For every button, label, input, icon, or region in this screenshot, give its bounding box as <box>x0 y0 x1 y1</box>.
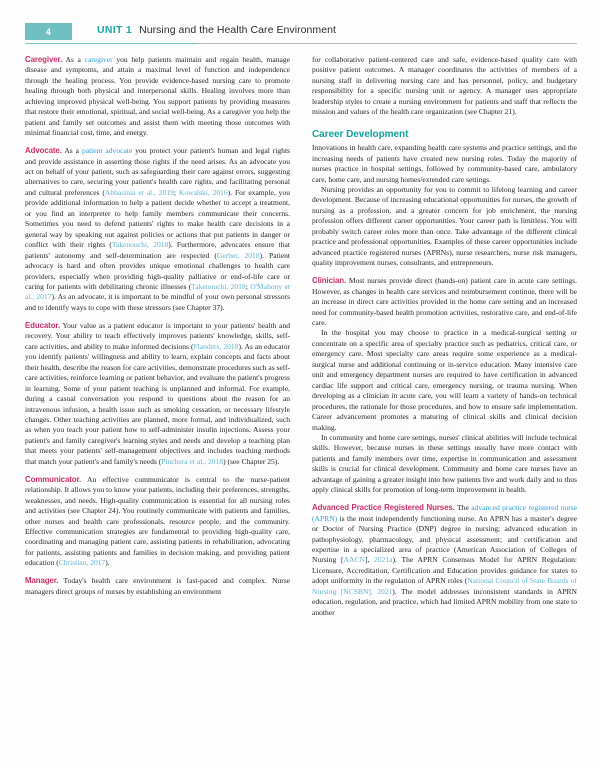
body-text: ). Furthermore, advocates ensure that patients' autonomy and self-determination are respected ( <box>25 240 290 260</box>
paragraph-manager-continued <box>312 55 577 118</box>
column-left <box>25 55 290 755</box>
running-head-text <box>97 24 336 36</box>
body-text: Innovations in health care, expanding health care systems and practice settings, and the increasing needs of patients have created new nursing roles. Today the majority of nurses practice in hospital settings, followed by community-based care, ambulatory care, home care, and nursing homes/extended care settings. <box>312 143 577 184</box>
inline-citation-link[interactable]: Christian, 2017 <box>58 558 106 568</box>
body-text: you help patients maintain and regain health, manage disease and symptoms, and attain a maximal level of function and independence through the healing process. You provide evidence-based nursing care to promote healing through both physical and interpersonal skills. Healing involves more than achieving improved physical well-being. You support patients by providing measures that restore their emotional, spiritual, and social well-being. As a caregiver you help the patient and family set outcomes and assist them with meeting those outcomes with minimal financial cost, time, and energy. <box>25 55 290 138</box>
inline-citation-link[interactable]: Takenouchi, 2018 <box>191 282 246 292</box>
body-text: In the hospital you may choose to practice in a medical-surgical setting or concentrate on a specific area of specialty practice such as pediatrics, critical care, or emergency care. Most specialty care areas require some experience as a medical-surgical nurse and additional continuing or in-service education. Many intensive care unit and emergency department nurses are required to have certification in advanced cardiac life support and critical care, emergency nursing, or trauma nursing. When developing as a clinician in acute care, you will learn a variety of hands-on technical procedures, the rationale for those procedures, and how to ensure safe implementation. Career advancement promotes a maturing of clinical skills and clinical decision making. <box>312 328 577 432</box>
run-in-heading: Communicator. <box>25 474 82 484</box>
body-text: The <box>454 503 472 513</box>
inline-citation-link[interactable]: 2021a <box>374 555 393 565</box>
run-in-heading: Clinician. <box>312 276 347 286</box>
body-text: Today's health care environment is fast-paced and complex. Nurse managers direct groups of nurses by establishing an environment <box>25 576 290 596</box>
paragraph-advocate <box>25 146 290 313</box>
inline-citation-link[interactable]: Takenouchi, 2018 <box>111 240 169 250</box>
run-in-heading: Manager. <box>25 576 59 586</box>
paragraph-career-lifelong <box>312 185 577 269</box>
inline-citation-link[interactable]: Gerber, 2018 <box>216 250 260 260</box>
body-text: ). <box>105 558 110 568</box>
body-text: Your value as a patient educator is important to your patients' health and recovery. Your ability to teach effectively improves patients' knowledge, skills, self-care activities, and ability to make informed decisions ( <box>25 320 290 351</box>
inline-glossary-link[interactable]: patient advocate <box>81 146 133 156</box>
inline-citation-link[interactable]: National Council of State Boards of Nursing [NCSBN], 2021 <box>312 576 577 596</box>
inline-glossary-link[interactable]: caregiver <box>84 55 113 64</box>
paragraph-communicator <box>25 475 290 569</box>
body-text: ). The APRN Consensus Model for APRN Regulation: Licensure, Accreditation, Certification and Education provides guidance for states to adopt uniformity in the regulation of APRN roles ( <box>312 555 578 586</box>
body-columns <box>25 55 577 755</box>
section-heading-career-development: Career Development <box>312 128 409 140</box>
body-text: In community and home care settings, nurses' clinical abilities will include technical skills. However, because nurses in these settings usually have more contact with patients and family members over time, expertise in communication and assessment skills is crucial for clinical development. Community and home care nurses have an advantage of gaining a greater insight into how patients live and work daily and to thus apply clinical skills for promotion of long-term improvement in health. <box>312 432 577 495</box>
column-right <box>312 55 577 755</box>
body-text: Nursing provides an opportunity for you to commit to lifelong learning and career development. Because of increasing educational opportunities for nurses, the growth of nursing as a profession, and a greater concern for job enrichment, the nursing profession offers different career opportunities. Your career path is limitless. You will probably switch career roles more than once. Take advantage of the different clinical practice and professional opportunities. Examples of these career opportunities include advanced practice registered nurses (APRNs), nurse researchers, nurse risk managers, quality improvement nurses, consultants, and entrepreneurs. <box>312 185 577 268</box>
paragraph-manager <box>25 576 290 597</box>
body-text: As a <box>61 146 82 156</box>
inline-citation-link[interactable]: O'Mahony et al., 2017 <box>25 282 291 302</box>
body-text: ) (see Chapter 25). <box>223 456 280 466</box>
body-text: is the most independently functioning nurse. An APRN has a master's degree or Doctor of Nursing Practice (DNP) degree in nursing; advanced education in pathophysiology, pharmacology, and physical assessment; and certification and expertise in a specialized area of practice (American Association of Colleges of Nursing [ <box>312 513 577 565</box>
body-text: Most nurses provide direct (hands-on) patient care in acute care settings. However, as changes in health care services and reimbursement continue, there will be an increase in direct care activities provided in the home care setting and an increased need for community-based health promotion activities, restorative care, and end-of-life care. <box>312 276 577 327</box>
unit-label: UNIT 1 <box>97 24 133 36</box>
header-divider <box>25 43 577 44</box>
paragraph-caregiver <box>25 55 290 139</box>
body-text: ). Patient advocacy is hard and often provides unique emotional challenges to health care providers, especially when providing high-quality palliative or end-of-life care or caring for patients with debilitating chronic illnesses ( <box>25 250 291 292</box>
body-text: ; <box>245 282 251 292</box>
paragraph-career-intro <box>312 143 577 185</box>
page-number-box <box>25 23 72 40</box>
paragraph-aprn <box>312 503 577 618</box>
body-text: ). The model addresses inconsistent standards in APRN education, regulation, and practice, which had limited APRN mobility from one state to another <box>312 586 577 617</box>
inline-glossary-link[interactable]: advanced practice registered nurse (APRN) <box>312 503 577 523</box>
running-head <box>25 23 577 40</box>
paragraph-educator <box>25 321 290 467</box>
body-text: ], <box>364 555 375 565</box>
body-text: ). As an educator you identify patients' willingness and ability to learn, explain concepts and facts about their health, describe the reason for care activities, demonstrate procedures such as self-care activities, reinforce learning or patient behavior, and evaluate the patient's progress in learning. Some of your patient teaching is unplanned and informal. For example, during a casual conversation you respond to questions about the reason for an intravenous infusion, a health issue such as smoking cessation, or necessary lifestyle changes. Other teaching activities are planned, more formal, and individualized, such as when you teach your patient how to self-administer insulin injections. Assess your patient's and family caregiver's learning styles and needs and develop a teaching plan that meets your patients' self-management objectives and includes teaching methods that match your patient's and family's needs ( <box>25 341 291 466</box>
page-number: 4 <box>45 26 52 37</box>
paragraph-clinician-community <box>312 433 577 496</box>
unit-title: Nursing and the Health Care Environment <box>139 24 336 36</box>
body-text: ). As an advocate, it is important to be mindful of your own personal stressors and to identify ways to cope with these stressors (see Chapter 37). <box>25 292 291 312</box>
run-in-heading: Advanced Practice Registered Nurses. <box>312 503 455 513</box>
paragraph-clinician-hospital <box>312 328 577 433</box>
body-text: you protect your patient's human and legal rights and provide assistance in asserting those rights if the need arises. As an advocate you act on behalf of your patient, such as safeguarding their care against errors, suggesting alternatives to care, securing your patient's health care rights, and facilitating personal and cultural preferences ( <box>25 146 290 197</box>
body-text: ; <box>173 187 179 197</box>
inline-citation-link[interactable]: AACN <box>343 555 365 565</box>
inline-citation-link[interactable]: Pinchera et al., 2018 <box>161 456 224 466</box>
body-text: for collaborative patient-centered care and safe, evidence-based quality care with positive patient outcomes. A manager coordinates the activities of members of a nursing staff in delivering nursing care and has personnel, policy, and budgetary responsibility for a specific nursing unit or agency. A manager uses appropriate leadership styles to create a nursing environment for patients and staff that reflects the mission and values of the health care organization (see Chapter 21). <box>312 55 577 117</box>
body-text: ). For example, you provide additional information to help a patient decide whether to accept a treatment, or you find an interpreter to help family members communicate their concerns. Sometimes you need to defend patients' rights to make health care decisions in a general way by speaking out against policies or actions that put patients in danger or conflict with their rights ( <box>25 187 290 250</box>
inline-citation-link[interactable]: Flanders, 2018 <box>193 341 239 351</box>
run-in-heading: Advocate. <box>25 146 62 156</box>
body-text: As a <box>62 55 85 64</box>
inline-citation-link[interactable]: Kowalski, 2016 <box>178 187 228 197</box>
paragraph-clinician <box>312 276 577 328</box>
run-in-heading: Caregiver. <box>25 55 63 64</box>
run-in-heading: Educator. <box>25 320 61 330</box>
inline-citation-link[interactable]: Abbasinia et al., 2019 <box>104 187 174 197</box>
body-text: An effective communicator is central to the nurse-patient relationship. It allows you to know your patients, including their preferences, strengths, weaknesses, and needs. High-quality communication is essential for all nursing roles and activities (see Chapter 24). You routinely communicate with patients and families, other nurses and health care professionals, resource people, and the community. Effective communication strategies are fundamental to providing high-quality care, coordinating and managing patient care, assisting patients in rehabilitation, advocating for patients, assisting patients and families in decision making, and providing patient education ( <box>25 474 290 568</box>
